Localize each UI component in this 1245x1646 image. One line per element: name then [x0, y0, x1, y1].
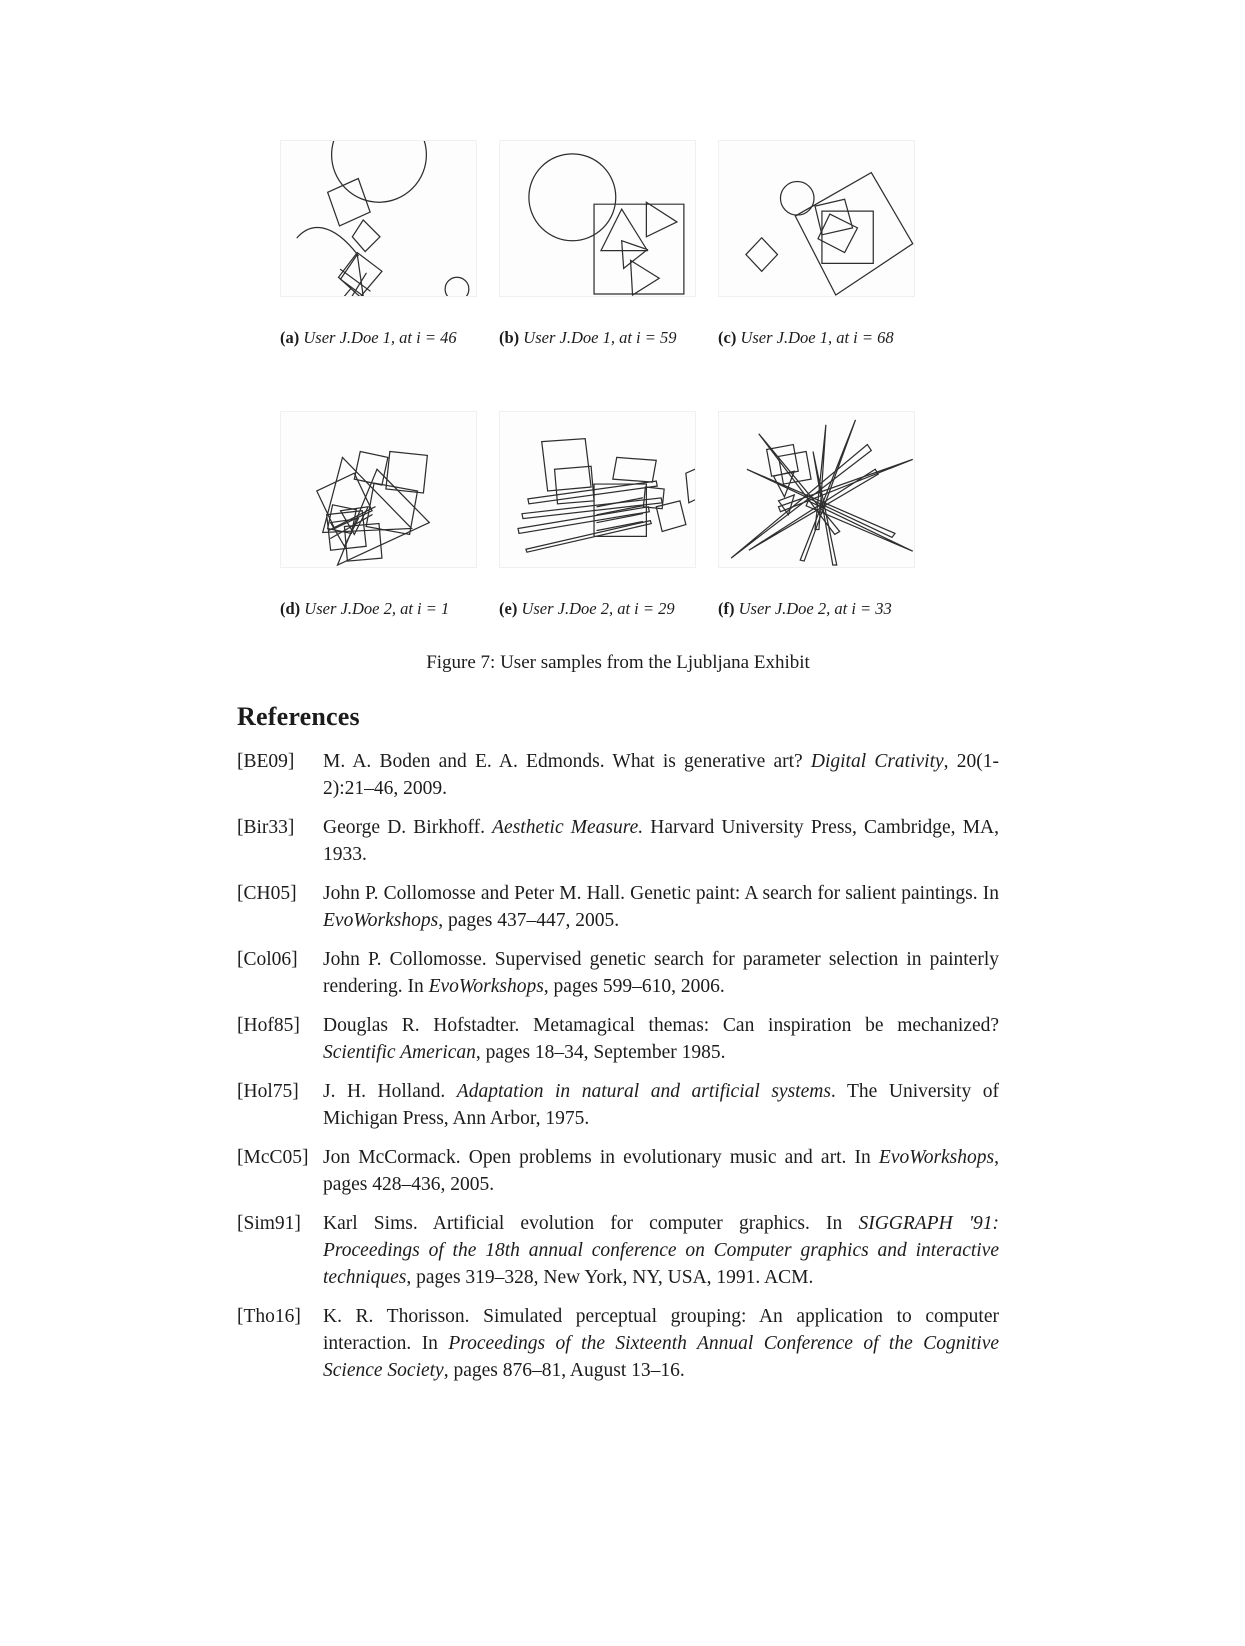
shape-path — [297, 228, 358, 256]
shape-polygon — [518, 507, 649, 534]
reference-entry-Col06 — [237, 946, 999, 1000]
figure-caption: Figure 7: User samples from the Ljubljana Exhibit — [426, 652, 810, 673]
reference-text-segment: Harvard University Press, Cambridge, MA, 1933. — [323, 817, 999, 865]
shape-circle — [780, 181, 814, 215]
shape-polygon — [815, 199, 853, 235]
reference-key: [Tho16] — [237, 1306, 301, 1327]
panel-line-art — [500, 412, 695, 567]
shape-polygon — [613, 457, 656, 482]
panel-caption-label: (a) — [280, 328, 300, 347]
reference-key: [Col06] — [237, 949, 298, 970]
panel-caption-label: (e) — [499, 599, 518, 618]
shape-polygon — [631, 260, 660, 295]
panel-line-art — [719, 141, 914, 296]
reference-text — [323, 1012, 999, 1066]
panel-drawing-box — [718, 411, 915, 568]
shape-polygon — [731, 445, 871, 559]
reference-text-segment: , pages 599–610, 2006. — [543, 976, 725, 997]
references-list — [237, 748, 999, 1384]
shape-polygon — [542, 439, 591, 491]
reference-text — [323, 1078, 999, 1132]
shape-circle — [445, 277, 469, 296]
panel-drawing-box — [499, 140, 696, 297]
reference-text — [323, 880, 999, 934]
reference-text — [323, 748, 999, 802]
reference-key: [Bir33] — [237, 817, 295, 838]
reference-text-segment: John P. Collomosse. Supervised genetic search for parameter selection in painterly rendering. In — [323, 949, 999, 997]
reference-text — [323, 946, 999, 1000]
panel-caption-text: User J.Doe 1, at i = 68 — [736, 328, 894, 347]
reference-key: [Sim91] — [237, 1213, 301, 1234]
panel-caption-label: (d) — [280, 599, 301, 618]
reference-key: [Hof85] — [237, 1015, 300, 1036]
panel-caption — [499, 327, 681, 369]
figure-panel-e — [499, 411, 696, 640]
panel-caption-label: (b) — [499, 328, 520, 347]
panel-line-art — [719, 412, 914, 567]
reference-italic-segment: Proceedings of the Sixteenth Annual Conference of the Cognitive Science Society — [323, 1333, 1000, 1381]
reference-text-segment: Douglas R. Hofstadter. Metamagical themas: Can inspiration be mechanized? — [323, 1015, 999, 1036]
panel-caption-text: User J.Doe 2, at i = 33 — [734, 599, 892, 618]
shape-polygon — [746, 238, 778, 272]
panel-caption-text: User J.Doe 1, at i = 59 — [519, 328, 677, 347]
shape-line — [597, 514, 642, 523]
reference-text-segment: , pages 319–328, New York, NY, USA, 1991. ACM. — [406, 1267, 814, 1288]
panel-drawing-box — [718, 140, 915, 297]
shape-circle — [332, 141, 427, 202]
panel-drawing-box — [280, 411, 477, 568]
panel-caption — [718, 598, 900, 640]
reference-text-segment: , pages 437–447, 2005. — [438, 910, 620, 931]
figure-panel-f — [718, 411, 915, 640]
reference-text-segment: Jon McCormack. Open problems in evolutionary music and art. In — [323, 1147, 879, 1168]
panel-caption — [280, 327, 462, 369]
shape-polygon — [813, 451, 837, 565]
figure-panel-a — [280, 140, 477, 369]
reference-text-segment: , pages 18–34, September 1985. — [475, 1042, 726, 1063]
reference-italic-segment: EvoWorkshops — [323, 910, 439, 931]
reference-italic-segment: Adaptation in natural and artificial systems — [456, 1081, 831, 1102]
shape-polygon — [818, 214, 857, 253]
reference-italic-segment: EvoWorkshops — [878, 1147, 995, 1168]
reference-text-segment: K. R. Thorisson. Simulated perceptual grouping: An application to computer interaction. In — [323, 1306, 999, 1354]
reference-italic-segment: SIGGRAPH '91: Proceedings of the 18th annual conference on Computer graphics and interactive techniques — [323, 1213, 1000, 1288]
reference-key: [Hol75] — [237, 1081, 299, 1102]
shape-line — [597, 522, 642, 531]
reference-entry-Tho16 — [237, 1303, 999, 1384]
shape-path — [686, 469, 695, 503]
references-heading: References — [237, 702, 360, 731]
reference-text-segment: John P. Collomosse and Peter M. Hall. Genetic paint: A search for salient paintings. In — [323, 883, 999, 904]
panel-caption-text: User J.Doe 2, at i = 1 — [300, 599, 450, 618]
shape-polygon — [338, 469, 430, 565]
panel-line-art — [281, 141, 476, 296]
reference-key: [BE09] — [237, 751, 295, 772]
reference-italic-segment: Aesthetic Measure. — [492, 817, 644, 838]
page-content — [237, 0, 999, 1396]
figure-panel-grid — [237, 0, 999, 640]
reference-entry-McC05 — [237, 1144, 999, 1198]
shape-polygon — [344, 524, 382, 562]
shape-polygon — [646, 202, 677, 237]
shape-polygon — [806, 501, 913, 551]
panel-caption-label: (f) — [718, 599, 735, 618]
reference-entry-Hol75 — [237, 1078, 999, 1132]
panel-line-art — [281, 412, 476, 567]
panel-caption-label: (c) — [718, 328, 737, 347]
reference-italic-segment: EvoWorkshops — [428, 976, 544, 997]
reference-text-segment: Karl Sims. Artificial evolution for computer graphics. In — [323, 1213, 859, 1234]
reference-entry-CH05 — [237, 880, 999, 934]
shape-line — [340, 269, 370, 291]
panel-line-art — [500, 141, 695, 296]
panel-caption — [280, 598, 462, 640]
shape-polygon — [656, 501, 686, 532]
panel-caption-text: User J.Doe 2, at i = 29 — [517, 599, 675, 618]
reference-italic-segment: Scientific American — [323, 1042, 476, 1063]
reference-text-segment: . The University of Michigan Press, Ann Arbor, 1975. — [323, 1081, 999, 1129]
figure-panel-d — [280, 411, 477, 640]
panel-drawing-box — [280, 140, 477, 297]
reference-text — [323, 1210, 999, 1291]
reference-text-segment: , pages 876–81, August 13–16. — [443, 1360, 685, 1381]
shape-polygon — [749, 469, 878, 550]
reference-text-segment: , pages 428–436, 2005. — [323, 1147, 999, 1195]
reference-text-segment: J. H. Holland. — [323, 1081, 457, 1102]
shape-polygon — [822, 211, 873, 263]
panel-caption-text: User J.Doe 1, at i = 46 — [299, 328, 457, 347]
shape-polygon — [328, 179, 370, 226]
shape-polygon — [601, 209, 647, 250]
reference-text-segment: , 20(1-2):21–46, 2009. — [323, 751, 999, 799]
reference-text-segment: M. A. Boden and E. A. Edmonds. What is generative art? — [323, 751, 811, 772]
shape-polygon — [354, 451, 388, 485]
reference-key: [CH05] — [237, 883, 297, 904]
panel-drawing-box — [499, 411, 696, 568]
reference-text-segment: George D. Birkhoff. — [323, 817, 493, 838]
panel-caption — [499, 598, 681, 640]
shape-polygon — [778, 451, 811, 484]
figure-panel-b — [499, 140, 696, 369]
shape-polygon — [352, 220, 380, 252]
reference-key: [McC05] — [237, 1147, 309, 1168]
reference-text — [323, 1303, 999, 1384]
shape-circle — [529, 154, 616, 241]
reference-entry-Sim91 — [237, 1210, 999, 1291]
reference-text — [323, 1144, 999, 1198]
panel-caption — [718, 327, 900, 369]
figure-panel-c — [718, 140, 915, 369]
reference-entry-Bir33 — [237, 814, 999, 868]
reference-entry-BE09 — [237, 748, 999, 802]
shape-line — [336, 289, 351, 296]
reference-text — [323, 814, 999, 868]
reference-entry-Hof85 — [237, 1012, 999, 1066]
reference-italic-segment: Digital Crativity — [810, 751, 944, 772]
shape-polygon — [555, 466, 594, 504]
